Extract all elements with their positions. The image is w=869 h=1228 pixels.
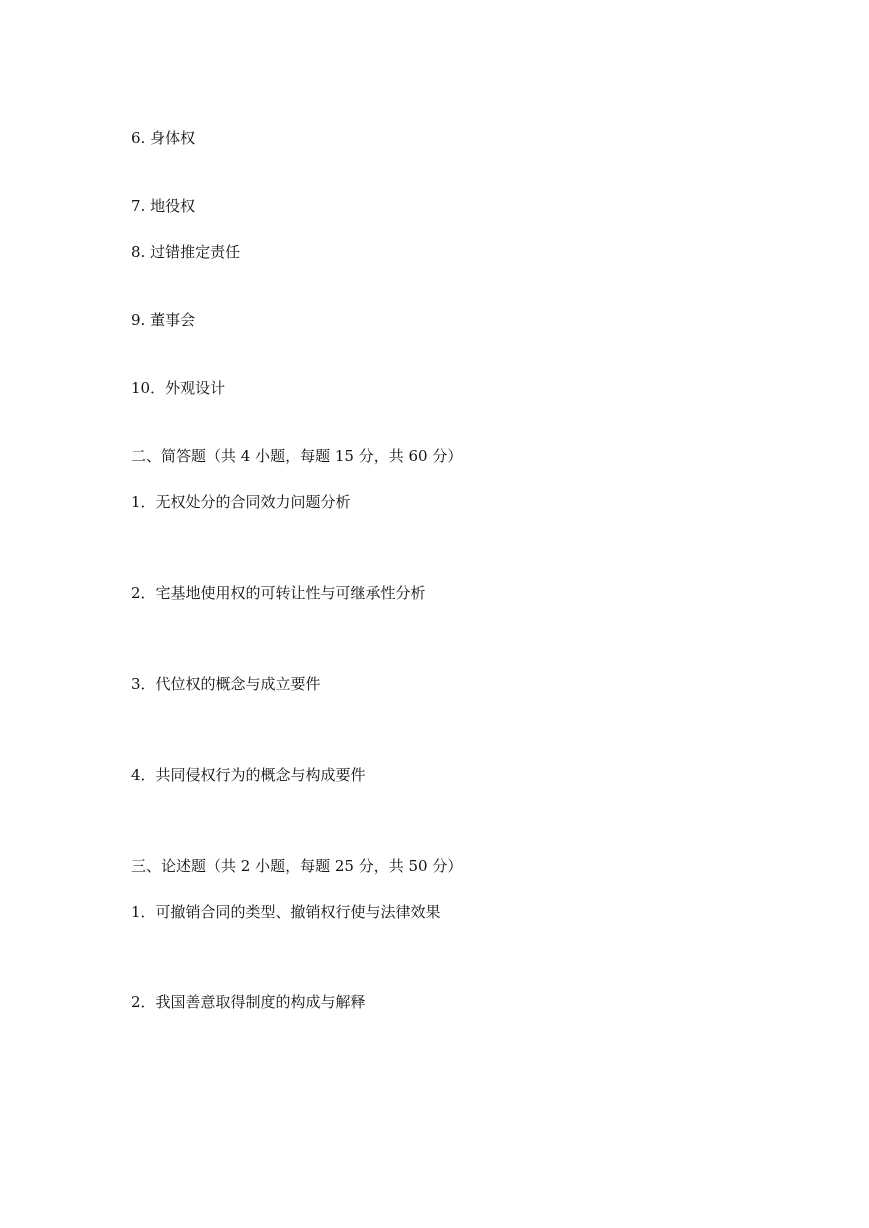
- section-heading-short-answer: 二、简答题（共 4 小题，每题 15 分，共 60 分）: [131, 447, 463, 465]
- short-answer-item-2: 2．宅基地使用权的可转让性与可继承性分析: [131, 584, 426, 602]
- term-item-8: 8. 过错推定责任: [131, 243, 241, 261]
- essay-item-1: 1．可撤销合同的类型、撤销权行使与法律效果: [131, 903, 441, 921]
- short-answer-item-4: 4．共同侵权行为的概念与构成要件: [131, 766, 366, 784]
- essay-item-2: 2．我国善意取得制度的构成与解释: [131, 993, 366, 1011]
- term-item-7: 7. 地役权: [131, 197, 196, 215]
- section-heading-essay: 三、论述题（共 2 小题，每题 25 分，共 50 分）: [131, 857, 463, 875]
- short-answer-item-1: 1．无权处分的合同效力问题分析: [131, 493, 351, 511]
- term-item-10: 10．外观设计: [131, 379, 226, 397]
- term-item-9: 9. 董事会: [131, 311, 196, 329]
- short-answer-item-3: 3．代位权的概念与成立要件: [131, 675, 321, 693]
- term-item-6: 6. 身体权: [131, 129, 196, 147]
